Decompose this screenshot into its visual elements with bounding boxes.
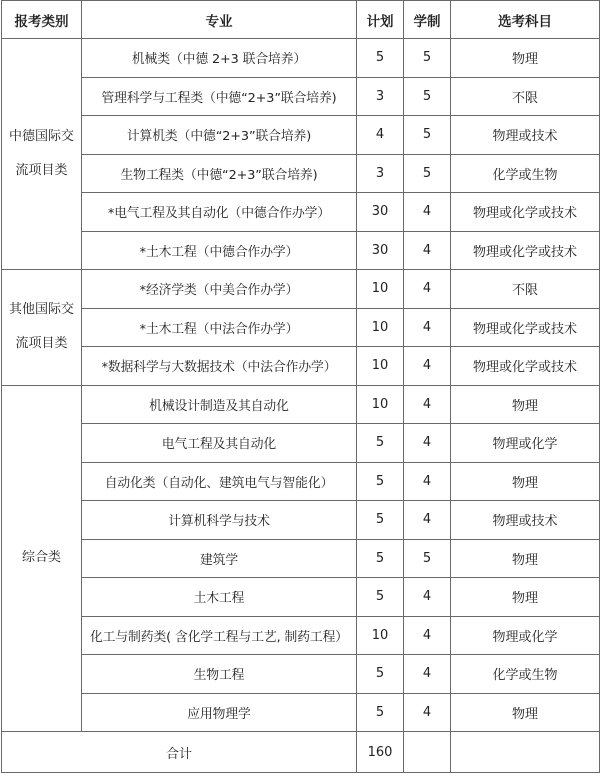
header-plan: 计划 [357, 1, 404, 39]
years-cell: 4 [404, 347, 451, 386]
subjects-cell: 物理 [451, 39, 600, 78]
table-row [2, 77, 600, 116]
subjects-cell: 物理或化学 [451, 424, 600, 463]
plan-cell: 5 [357, 578, 404, 617]
total-label: 合计 [2, 732, 357, 773]
major-cell: 应用物理学 [82, 693, 357, 732]
table-row [2, 270, 600, 309]
plan-cell: 10 [357, 385, 404, 424]
major-cell: *土木工程（中法合作办学） [82, 308, 357, 347]
years-cell: 4 [404, 693, 451, 732]
table-row [2, 308, 600, 347]
subjects-cell: 物理或化学或技术 [451, 231, 600, 270]
table-row [2, 385, 600, 424]
plan-cell: 10 [357, 616, 404, 655]
subjects-cell: 物理 [451, 578, 600, 617]
major-cell: 生物工程类（中德“2+3”联合培养) [82, 154, 357, 193]
plan-cell: 10 [357, 270, 404, 309]
category-line: 中德国际交 [8, 129, 74, 144]
major-cell: *电气工程及其自动化（中德合作办学） [82, 193, 357, 232]
total-subjects-empty [451, 732, 600, 773]
category-line: 流项目类 [15, 163, 68, 178]
table-row [2, 154, 600, 193]
years-cell: 5 [404, 39, 451, 78]
major-cell: 管理科学与工程类（中德“2+3”联合培养) [82, 77, 357, 116]
plan-cell: 5 [357, 539, 404, 578]
category-line: 综合类 [21, 550, 61, 566]
major-cell: 化工与制药类( 含化学工程与工艺, 制药工程） [82, 616, 357, 655]
table-row [2, 539, 600, 578]
major-cell: *土木工程（中德合作办学） [82, 231, 357, 270]
major-cell: *数据科学与大数据技术（中法合作办学） [82, 347, 357, 386]
major-cell: 建筑学 [82, 539, 357, 578]
years-cell: 4 [404, 385, 451, 424]
table-row [2, 655, 600, 694]
plan-cell: 30 [357, 231, 404, 270]
subjects-cell: 物理或化学 [451, 616, 600, 655]
subjects-cell: 物理或化学或技术 [451, 308, 600, 347]
subjects-cell: 化学或生物 [451, 154, 600, 193]
category-line: 流项目类 [15, 336, 68, 352]
major-cell: 土木工程 [82, 578, 357, 617]
subjects-cell: 物理或技术 [451, 501, 600, 540]
years-cell: 4 [404, 270, 451, 309]
table-footer [2, 732, 600, 773]
years-cell: 5 [404, 539, 451, 578]
years-cell: 4 [404, 655, 451, 694]
plan-cell: 5 [357, 462, 404, 501]
table-row [2, 193, 600, 232]
table-row [2, 116, 600, 155]
major-cell: 机械类（中德 2+3 联合培养） [82, 39, 357, 78]
years-cell: 4 [404, 578, 451, 617]
total-plan: 160 [357, 732, 404, 773]
table-row [2, 693, 600, 732]
years-cell: 5 [404, 77, 451, 116]
years-cell: 4 [404, 193, 451, 232]
plan-cell: 10 [357, 347, 404, 386]
plan-cell: 4 [357, 116, 404, 155]
total-years-empty [404, 732, 451, 773]
years-cell: 5 [404, 116, 451, 155]
plan-cell: 10 [357, 308, 404, 347]
plan-cell: 3 [357, 154, 404, 193]
major-cell: 自动化类（自动化、建筑电气与智能化） [82, 462, 357, 501]
subjects-cell: 物理 [451, 462, 600, 501]
subjects-cell: 物理 [451, 693, 600, 732]
table-header [2, 1, 600, 39]
header-row [2, 1, 600, 39]
category-line: 其他国际交 [8, 302, 74, 318]
years-cell: 4 [404, 424, 451, 463]
header-subjects: 选考科目 [451, 1, 600, 39]
table-row [2, 578, 600, 617]
table-row [2, 616, 600, 655]
category-cell [2, 39, 82, 270]
table-row [2, 39, 600, 78]
subjects-cell: 物理 [451, 539, 600, 578]
table-row [2, 424, 600, 463]
years-cell: 4 [404, 308, 451, 347]
plan-cell: 3 [357, 77, 404, 116]
subjects-cell: 物理或化学或技术 [451, 193, 600, 232]
plan-cell: 5 [357, 501, 404, 540]
years-cell: 4 [404, 231, 451, 270]
header-years: 学制 [404, 1, 451, 39]
admission-plan-table [1, 0, 600, 773]
major-cell: 生物工程 [82, 655, 357, 694]
total-row [2, 732, 600, 773]
years-cell: 4 [404, 462, 451, 501]
plan-cell: 5 [357, 39, 404, 78]
years-cell: 4 [404, 501, 451, 540]
plan-cell: 5 [357, 693, 404, 732]
table-row [2, 231, 600, 270]
header-category: 报考类别 [2, 1, 82, 39]
years-cell: 5 [404, 154, 451, 193]
major-cell: 计算机类（中德“2+3”联合培养) [82, 116, 357, 155]
major-cell: *经济学类（中美合作办学） [82, 270, 357, 309]
major-cell: 机械设计制造及其自动化 [82, 385, 357, 424]
major-cell: 电气工程及其自动化 [82, 424, 357, 463]
plan-cell: 5 [357, 424, 404, 463]
plan-cell: 5 [357, 655, 404, 694]
table-row [2, 462, 600, 501]
category-cell [2, 385, 82, 732]
subjects-cell: 物理或化学或技术 [451, 347, 600, 386]
plan-cell: 30 [357, 193, 404, 232]
category-cell [2, 270, 82, 386]
years-cell: 4 [404, 616, 451, 655]
table-body [2, 39, 600, 732]
major-cell: 计算机科学与技术 [82, 501, 357, 540]
table-row [2, 347, 600, 386]
subjects-cell: 化学或生物 [451, 655, 600, 694]
header-major: 专业 [82, 1, 357, 39]
subjects-cell: 物理 [451, 385, 600, 424]
subjects-cell: 不限 [451, 77, 600, 116]
subjects-cell: 不限 [451, 270, 600, 309]
table-row [2, 501, 600, 540]
subjects-cell: 物理或技术 [451, 116, 600, 155]
